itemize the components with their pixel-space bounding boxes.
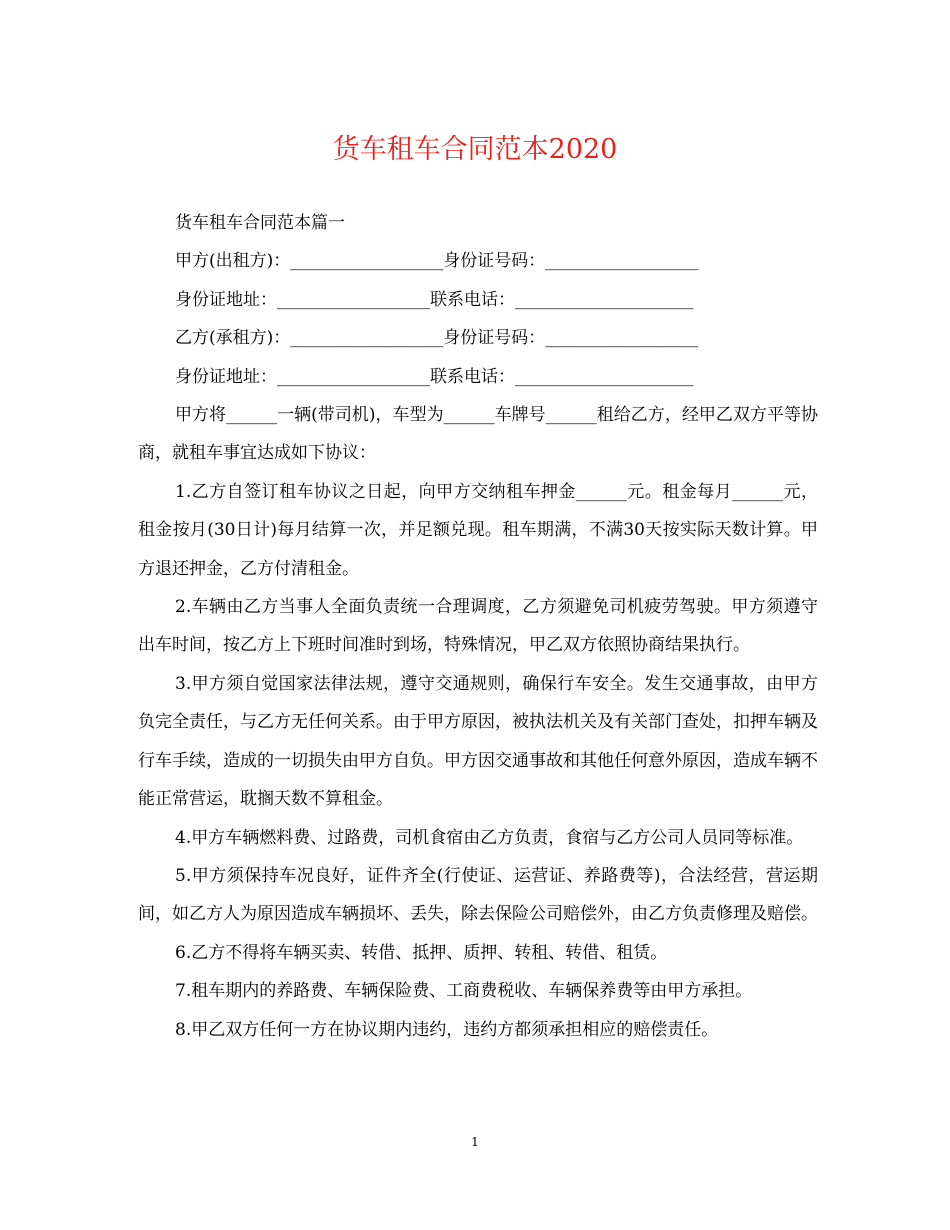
section-heading: 货车租车合同范本篇一 (175, 213, 345, 233)
clause-3: 3.甲方须自觉国家法律法规，遵守交通规则，确保行车安全。发生交通事故，由甲方负完全责任，与乙方无任何关系。由于甲方原因，被执法机关及有关部门查处，扣押车辆及行车手续，造成的一切损失由甲方自负。甲方因交通事故和其他任何意外原因，造成车辆不能正常营运，耽搁天数不算租金。 (138, 673, 818, 810)
clause-6: 6.乙方不得将车辆买卖、转借、抵押、质押、转租、转借、租赁。 (175, 942, 668, 963)
clause-7: 7.租车期内的养路费、车辆保险费、工商费税收、车辆保养费等由甲方承担。 (175, 981, 753, 1002)
clause-8: 8.甲乙双方任何一方在协议期内违约，违约方都须承担相应的赔偿责任。 (175, 1019, 719, 1040)
clause-2: 2.车辆由乙方当事人全面负责统一合理调度，乙方须避免司机疲劳驾驶。甲方须遵守出车时间，按乙方上下班时间准时到场，特殊情况，甲乙双方依照协商结果执行。 (138, 597, 818, 656)
document-body (138, 204, 818, 1049)
page-number: 1 (471, 1135, 479, 1149)
clause-5: 5.甲方须保持车况良好，证件齐全(行使证、运营证、养路费等)，合法经营，营运期间，如乙方人为原因造成车辆损坏、丢失，除去保险公司赔偿外，由乙方负责修理及赔偿。 (138, 865, 818, 925)
field-line-party-a: 甲方(出租方)：__________________身份证号码：__________________ (175, 251, 699, 272)
field-line-party-b: 乙方(承租方)：__________________身份证号码：__________________ (175, 328, 699, 349)
paragraph-intro: 甲方将______一辆(带司机)，车型为______车牌号______租给乙方，经甲乙双方平等协商，就租车事宜达成如下协议： (138, 405, 818, 464)
field-line-party-b-address: 身份证地址：__________________联系电话：_____________________ (175, 366, 694, 387)
clause-4: 4.甲方车辆燃料费、过路费，司机食宿由乙方负责，食宿与乙方公司人员同等标准。 (175, 827, 804, 848)
clause-1: 1.乙方自签订租车协议之日起，向甲方交纳租车押金______元。租金每月______元，租金按月(30日计)每月结算一次，并足额兑现。租车期满，不满30天按实际天数计算。甲方退还押金，乙方付清租金。 (138, 481, 818, 579)
field-line-party-a-address: 身份证地址：__________________联系电话：_____________________ (175, 289, 694, 310)
document-title: 货车租车合同范本2020 (332, 134, 618, 165)
